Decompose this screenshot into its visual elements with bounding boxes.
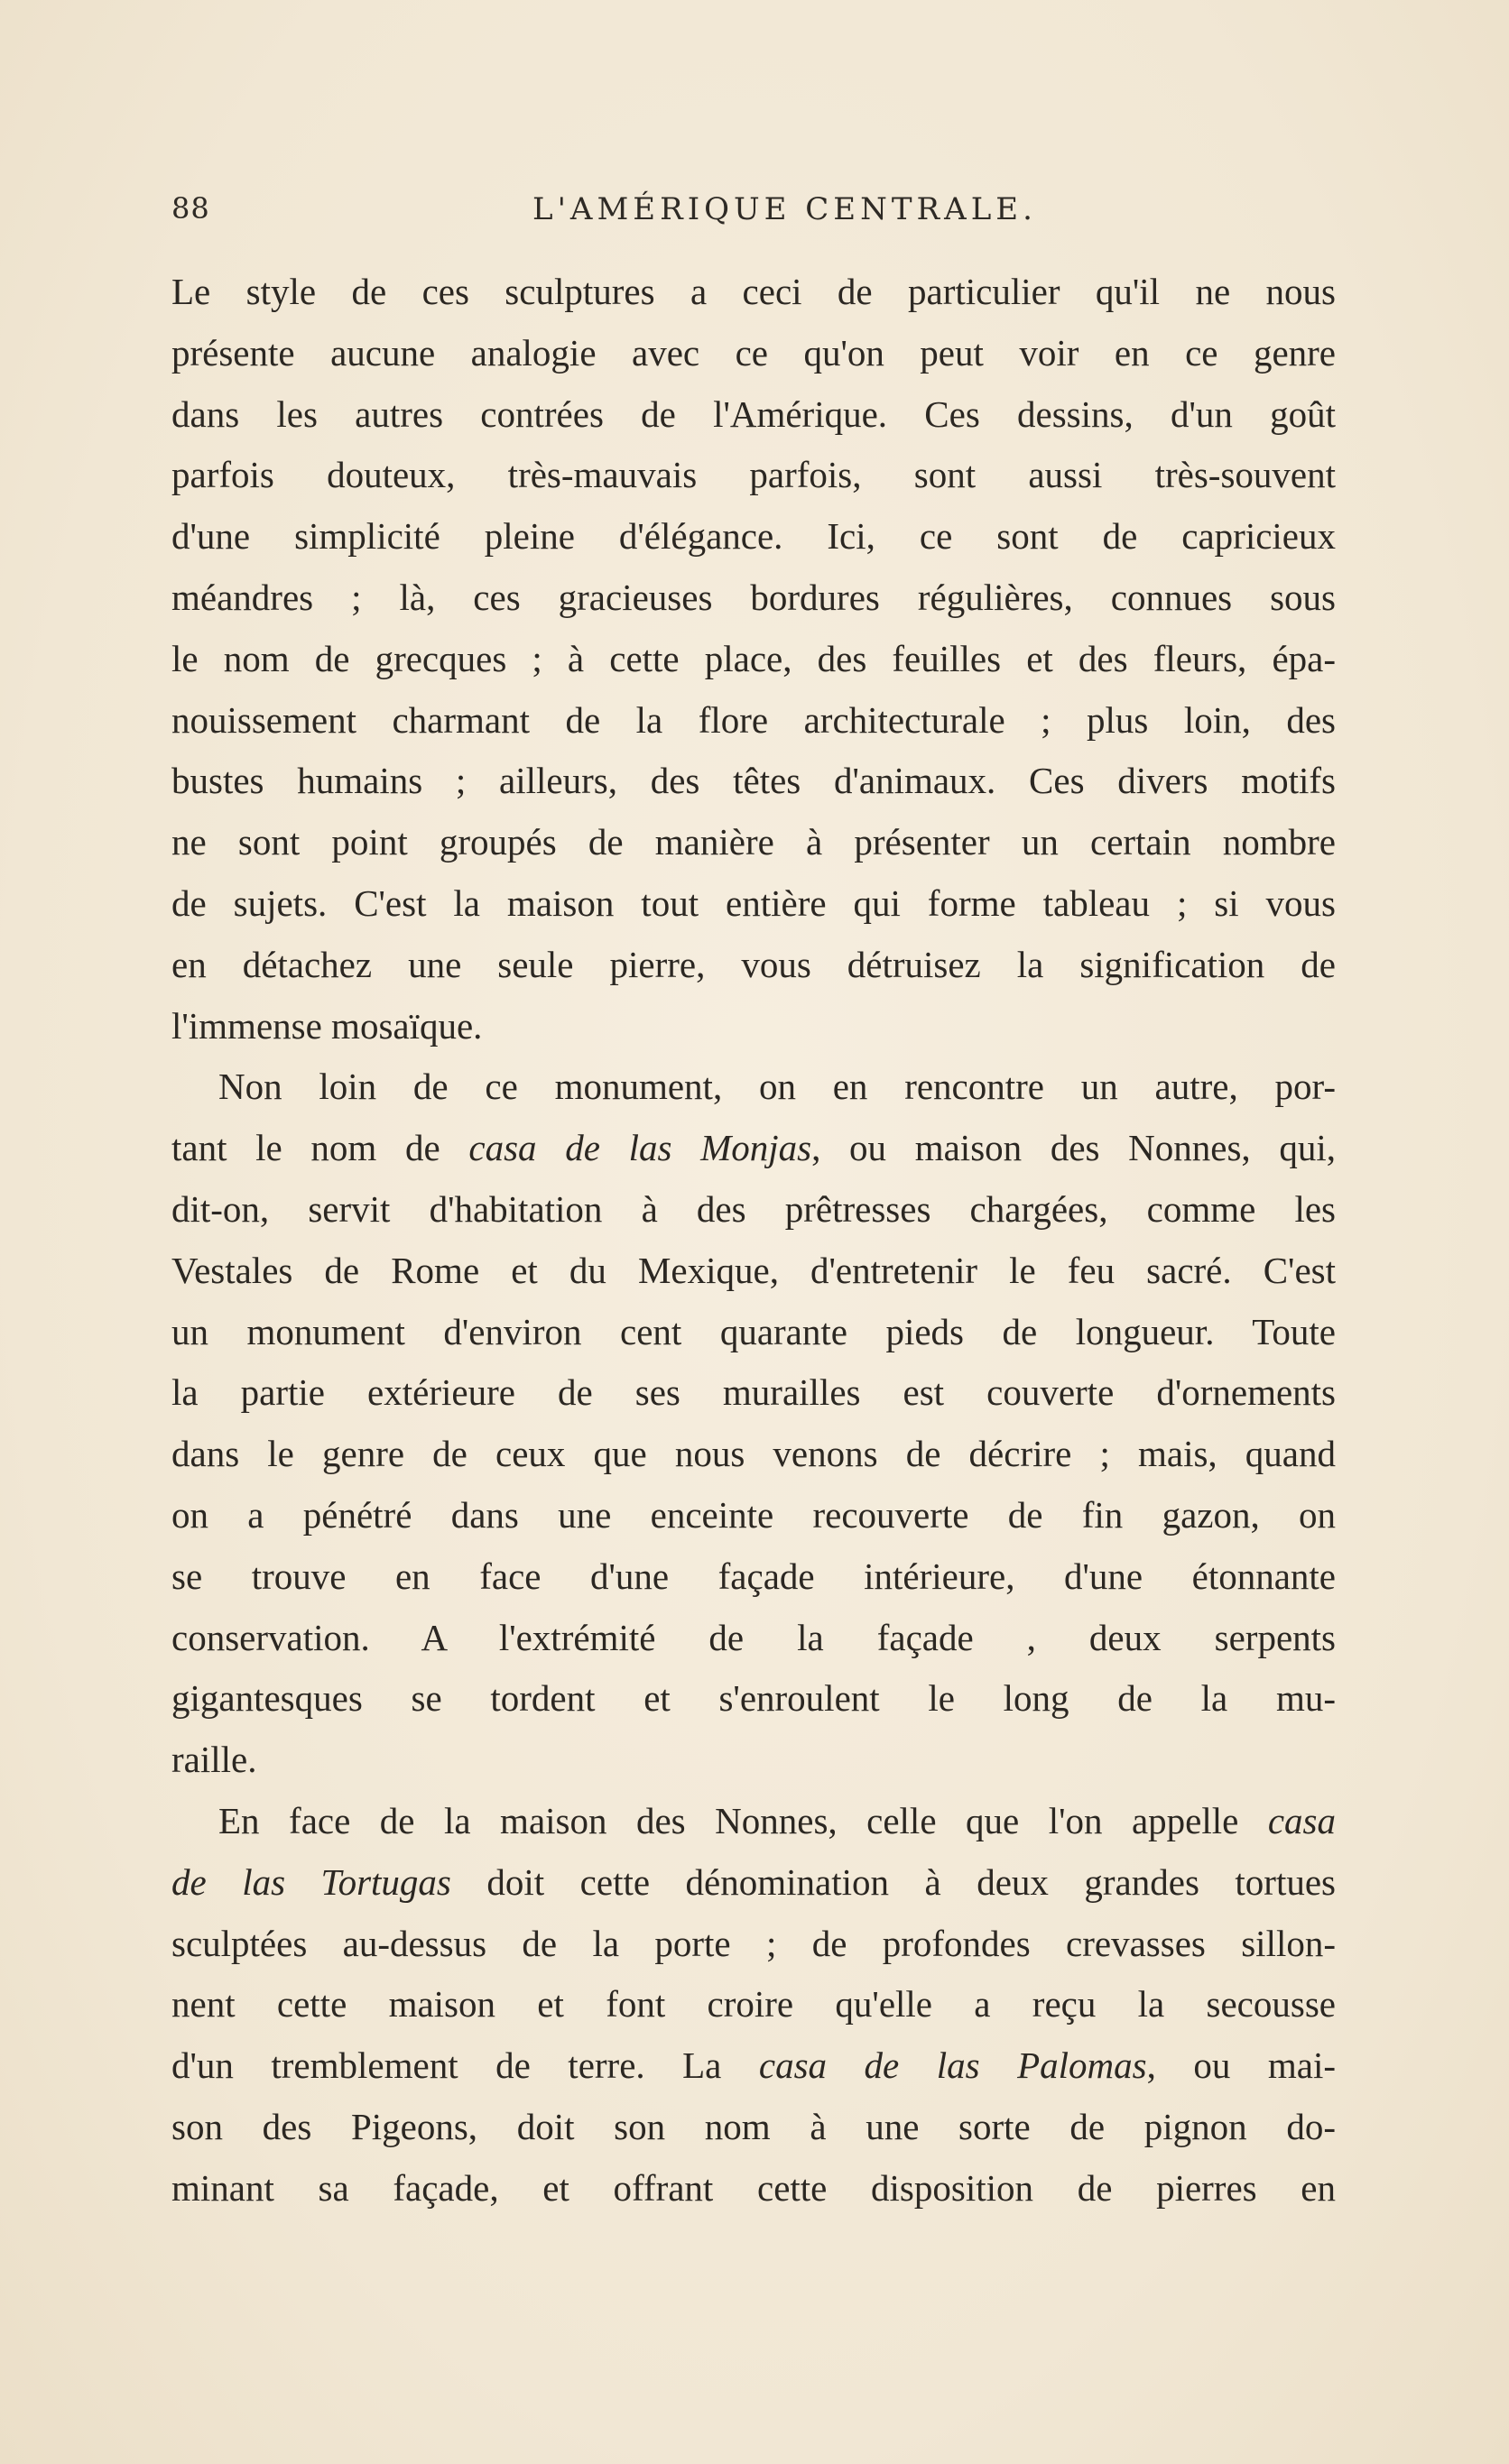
text-line [171,935,1336,996]
text-line-content: conservation. A l'extrémité de la façade , deux serpents [171,1616,1336,1658]
italic-term: casa de las Palomas [758,2044,1147,2087]
italic-term: de las Tortugas [171,1860,451,1903]
text-line [171,1730,1336,1791]
text-line [171,323,1336,384]
running-title: L'AMÉRIQUE CENTRALE. [532,191,1037,227]
text-line [171,1668,1336,1730]
text-line [171,812,1336,873]
text-line [171,2035,1336,2097]
text-line [171,1424,1336,1485]
text-line [171,690,1336,752]
text-line [171,445,1336,506]
text-line [171,2158,1336,2219]
text-line [171,568,1336,629]
text-line [171,384,1336,446]
text-line [171,1118,1336,1179]
text-line-content: nent cette maison et font croire qu'elle a reçu la secousse [171,1983,1336,2026]
text-line-content: minant sa façade, et offrant cette disposition de pierres en [171,2166,1336,2209]
text-line-content: méandres ; là, ces gracieuses bordures régulières, connues sous [171,576,1336,618]
text-line-content: Vestales de Rome et du Mexique, d'entretenir le feu sacré. C'est [171,1249,1336,1291]
text-line [171,1852,1336,1914]
text-line [171,1241,1336,1302]
text-line-content: ne sont point groupés de manière à présenter un certain nombre [171,821,1336,863]
page-number: 88 [171,191,210,226]
text-line [171,1057,1336,1118]
text-line [171,873,1336,935]
text-line [171,996,1336,1057]
text-line [171,1546,1336,1608]
running-header [171,191,1345,245]
text-line-content: nouissement charmant de la flore architecturale ; plus loin, des [171,698,1336,741]
text-line-content: présente aucune analogie avec ce qu'on peut voir en ce genre [171,331,1336,374]
text-run: d'un tremblement de terre. La [171,2044,759,2087]
text-line-content: sculptées au-dessus de la porte ; de profondes crevasses sillon- [171,1922,1336,1964]
text-line-content: dans les autres contrées de l'Amérique. Ces dessins, d'un goût [171,392,1336,435]
text-line-content: de sujets. C'est la maison tout entière qui forme tableau ; si vous [171,881,1336,924]
text-line-content: en détachez une seule pierre, vous détruisez la signification de [171,943,1336,985]
text-line [171,1791,1336,1852]
text-line-content: raille. [171,1739,257,1781]
text-line [171,1974,1336,2035]
body-text [171,262,1336,2219]
text-run: , ou maison des Nonnes, qui, [811,1127,1336,1169]
text-line-content: la partie extérieure de ses murailles est couverte d'ornements [171,1371,1336,1414]
text-line [171,1179,1336,1241]
text-line [171,262,1336,323]
text-line-content: l'immense mosaïque. [171,1004,483,1047]
text-line-content: parfois douteux, très-mauvais parfois, sont aussi très-souvent [171,454,1336,496]
italic-term: casa [1267,1799,1336,1841]
text-line [171,1608,1336,1669]
text-run: , ou mai- [1146,2044,1336,2087]
text-line-content: dit-on, servit d'habitation à des prêtresses chargées, comme les [171,1187,1336,1230]
text-line-content: d'une simplicité pleine d'élégance. Ici, ce sont de capricieux [171,515,1336,558]
text-line [171,1914,1336,1975]
text-line [171,1302,1336,1363]
text-line-content: Le style de ces sculptures a ceci de particulier qu'il ne nous [171,271,1336,312]
text-line-content: se trouve en face d'une façade intérieure, d'une étonnante [171,1555,1336,1597]
text-run: En face de la maison des Nonnes, celle que l'on appelle [218,1799,1268,1841]
text-line-content: le nom de grecques ; à cette place, des feuilles et des fleurs, épa- [171,637,1336,679]
text-line-content: son des Pigeons, doit son nom à une sorte de pignon do- [171,2105,1336,2147]
text-line [171,506,1336,568]
text-line-content: gigantesques se tordent et s'enroulent le long de la mu- [171,1677,1336,1720]
text-line-content: dans le genre de ceux que nous venons de décrire ; mais, quand [171,1433,1336,1475]
text-line [171,629,1336,690]
text-run: tant le nom de [171,1127,469,1169]
text-line-content: un monument d'environ cent quarante pieds de longueur. Toute [171,1310,1336,1352]
text-line-content: bustes humains ; ailleurs, des têtes d'animaux. Ces divers motifs [171,760,1336,802]
italic-term: casa de las Monjas [468,1127,812,1169]
text-run: doit cette dénomination à deux grandes tortues [450,1860,1336,1903]
text-line [171,751,1336,812]
text-line-content: Non loin de ce monument, on en rencontre un autre, por- [218,1066,1336,1108]
text-line [171,2097,1336,2158]
text-line [171,1485,1336,1546]
text-line-content: on a pénétré dans une enceinte recouverte de fin gazon, on [171,1493,1336,1536]
text-line [171,1362,1336,1424]
